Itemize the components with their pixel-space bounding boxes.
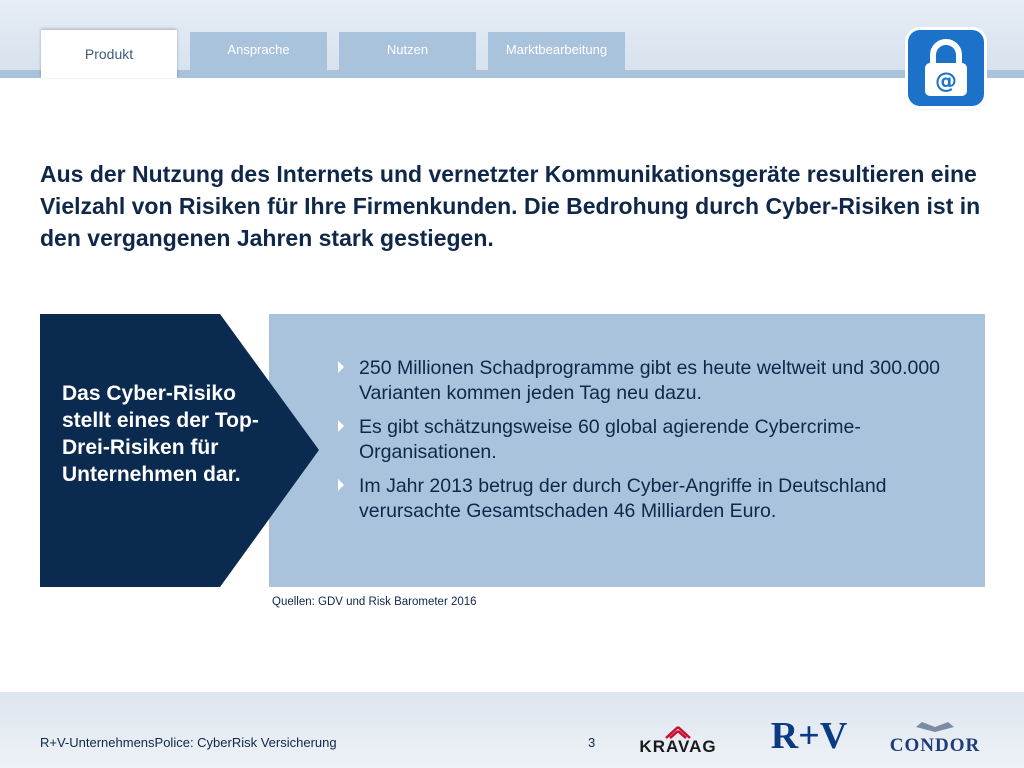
bullet-arrow-icon [338,479,344,491]
rv-logo [766,716,852,752]
tab-label: Nutzen [386,42,429,57]
condor-wordmark: CONDOR [889,735,981,754]
list-item [336,474,956,524]
bullet-arrow-icon [338,420,344,432]
page-headline: Aus der Nutzung des Internets und vernetzter Kommunikationsgeräte resultieren eine Vielzahl von Risiken für Ihre Firmenkunden. Die Bedrohung durch Cyber-Risiken ist in den vergangenen Jahren stark gestiegen. [40,161,981,251]
source-note: Quellen: GDV und Risk Barometer 2016 [272,596,477,608]
kravag-wordmark: KRAVAG [639,737,717,754]
kravag-logo [620,724,736,754]
bullet-text: Es gibt schätzungsweise 60 global agierende Cybercrime-Organisationen. [359,416,861,463]
bullet-text: 250 Millionen Schadprogramme gibt es heute weltweit und 300.000 Varianten kommen jeden Tag neu dazu. [359,357,941,404]
list-item [336,415,956,465]
callout-panel [40,314,320,587]
tab-produkt[interactable] [41,30,177,78]
footer-band [0,692,1024,768]
tab-nutzen[interactable] [339,32,476,70]
tab-label: Ansprache [227,42,290,57]
facts-list [336,356,956,533]
list-item [336,356,956,406]
tab-ansprache[interactable] [190,32,327,70]
rv-wordmark: R+V [770,716,848,752]
condor-logo [876,718,994,754]
tab-label: Marktbearbeitung [505,42,608,57]
lock-icon [908,30,984,106]
bullet-arrow-icon [338,361,344,373]
tab-label: Produkt [84,46,134,62]
page-number: 3 [588,735,596,750]
lock-email-icon [908,30,984,106]
bullet-text: Im Jahr 2013 betrug der durch Cyber-Angriffe in Deutschland verursachte Gesamtschaden 46 Milliarden Euro. [359,475,887,522]
tab-marktbearbeitung[interactable] [488,32,625,70]
callout-text: Das Cyber-Risiko stellt eines der Top-Drei-Risiken für Unternehmen dar. [62,382,259,486]
footer-title: R+V-UnternehmensPolice: CyberRisk Versicherung [40,735,337,750]
at-sign-glyph: @ [935,69,957,94]
